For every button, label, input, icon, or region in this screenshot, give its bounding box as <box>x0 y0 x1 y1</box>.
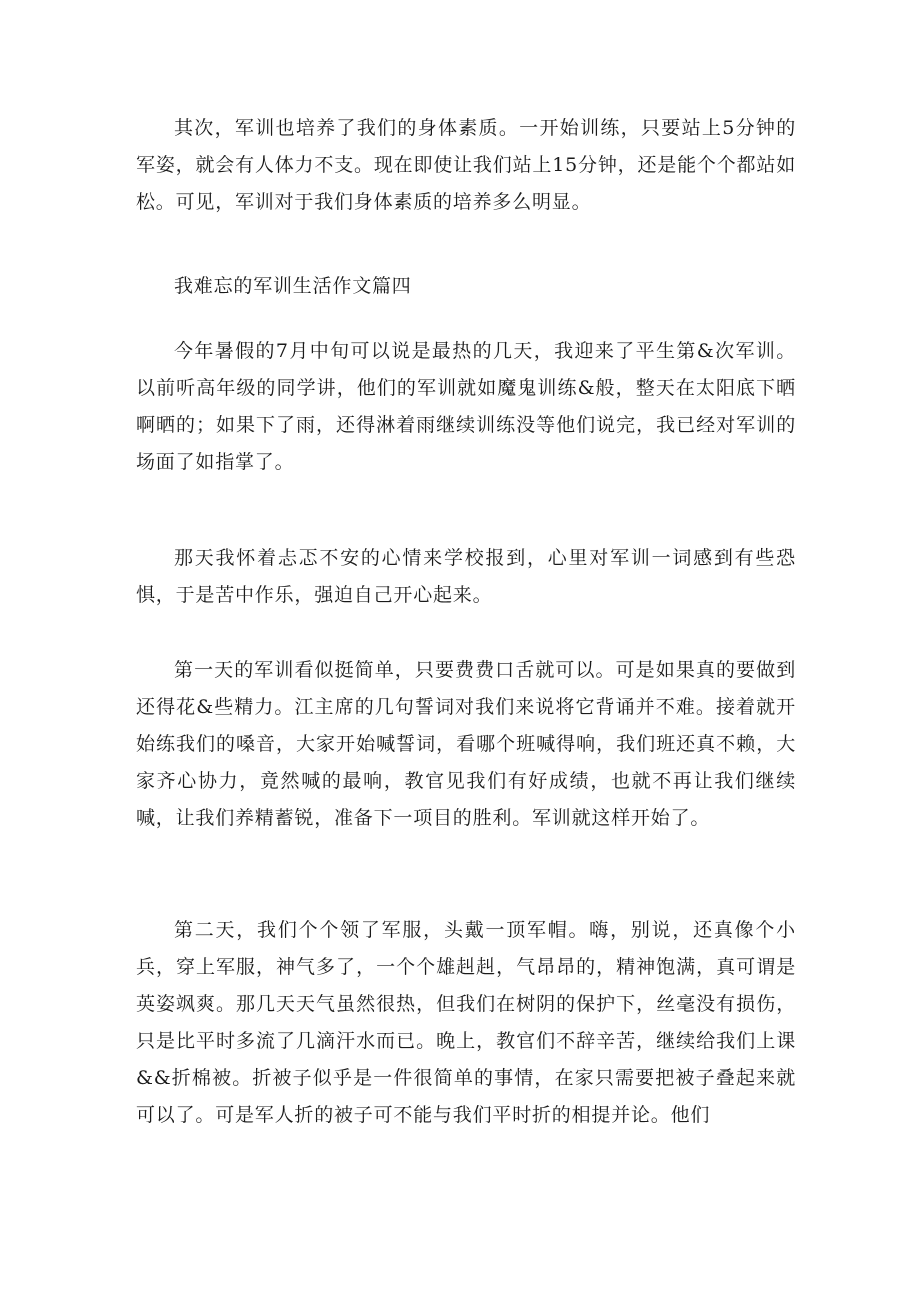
paragraph-second-day: 第二天，我们个个领了军服，头戴一顶军帽。嗨，别说，还真像个小兵，穿上军服，神气多了，一个个雄赳赳，气昂昂的，精神饱满，真可谓是英姿飒爽。那几天天气虽然很热，但我们在树阴的保护下，丝毫没有损伤，只是比平时多流了几滴汗水而已。晚上，教官们不辞辛苦，继续给我们上课&&折棉被。折被子似乎是一件很简单的事情，在家只需要把被子叠起来就可以了。可是军人折的被子可不能与我们平时折的相提并论。他们 <box>136 919 796 1126</box>
paragraph-summer-training: 今年暑假的7月中旬可以说是最热的几天，我迎来了平生第&次军训。以前听高年级的同学讲，他们的军训就如魔鬼训练&般，整天在太阳底下晒啊晒的；如果下了雨，还得淋着雨继续训练没等他们说完，我已经对军训的场面了如指掌了。 <box>136 340 796 473</box>
paragraph-registration-day: 那天我怀着忐忑不安的心情来学校报到，心里对军训一词感到有些恐惧，于是苦中作乐，强迫自己开心起来。 <box>136 547 796 606</box>
section-heading: 我难忘的军训生活作文篇四 <box>174 275 412 297</box>
paragraph-first-day: 第一天的军训看似挺简单，只要费费口舌就可以。可是如果真的要做到还得花&些精力。江主席的几句誓词对我们来说将它背诵并不难。接着就开始练我们的嗓音，大家开始喊誓词，看哪个班喊得响，我们班还真不赖，大家齐心协力，竟然喊的最响，教官见我们有好成绩，也就不再让我们继续喊，让我们养精蓄锐，准备下一项目的胜利。军训就这样开始了。 <box>136 659 796 829</box>
paragraph-physical-fitness: 其次，军训也培养了我们的身体素质。一开始训练，只要站上5分钟的军姿，就会有人体力不支。现在即使让我们站上15分钟，还是能个个都站如松。可见，军训对于我们身体素质的培养多么明显。 <box>136 117 796 213</box>
